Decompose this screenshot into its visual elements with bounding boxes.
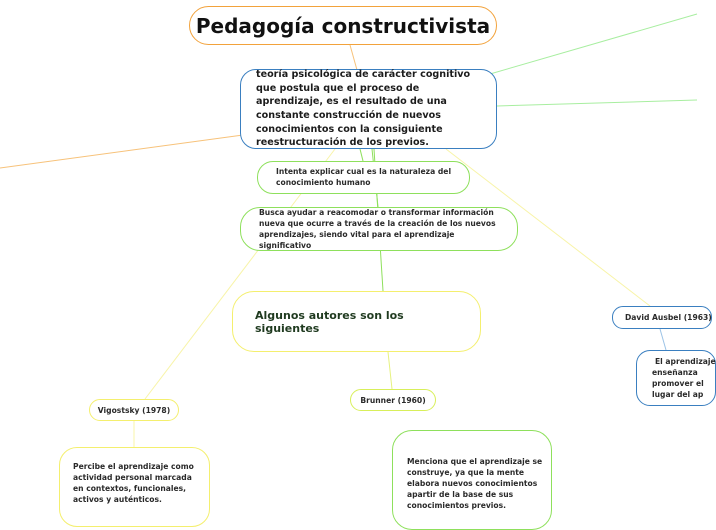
connector-theory-right	[497, 100, 697, 106]
aprendizaje-line: enseñanza	[652, 368, 698, 377]
connector-ausbel-aprendizaje	[660, 329, 666, 350]
topic-theory[interactable]	[240, 69, 497, 149]
aprendizaje-line: El aprendizaje	[655, 357, 716, 366]
topic-autores-text: Algunos autores son los siguientes	[255, 308, 404, 335]
connector-theory-upper-right	[490, 14, 697, 74]
topic-vigotsky-text: Vigostsky (1978)	[97, 405, 171, 415]
aprendizaje-line: promover el	[652, 379, 704, 388]
topic-menciona[interactable]	[392, 430, 552, 530]
topic-busca[interactable]	[240, 207, 518, 251]
connector-theory-intenta	[360, 149, 363, 161]
topic-busca-text: Busca ayudar a reacomodar o transformar información nueva que ocurre a través de la creación de los nuevos aprendizajes, siendo vital para el aprendizaje significativo	[259, 208, 496, 250]
topic-percibe-text: Percibe el aprendizaje como actividad personal marcada en contextos, funcionales, activos y auténticos.	[73, 461, 194, 505]
topic-percibe[interactable]	[59, 447, 210, 527]
topic-brunner-text: Brunner (1960)	[360, 395, 426, 405]
topic-aprendizaje-ausbel[interactable]	[636, 350, 716, 406]
connector-title-theory	[350, 45, 357, 70]
topic-ausbel-text: David Ausbel (1963)	[625, 313, 712, 322]
topic-vigotsky[interactable]	[89, 399, 179, 421]
topic-brunner[interactable]	[350, 389, 436, 411]
topic-intenta[interactable]	[257, 161, 470, 194]
aprendizaje-line: lugar del ap	[652, 390, 704, 399]
topic-ausbel[interactable]	[612, 306, 712, 329]
central-topic[interactable]	[189, 6, 497, 45]
topic-autores[interactable]	[232, 291, 481, 352]
central-topic-text: Pedagogía constructivista	[195, 13, 491, 38]
connector-theory-left	[0, 135, 243, 168]
topic-theory-text: teoría psicológica de carácter cognitivo que postula que el proceso de aprendizaje, es el resultado de una constante construcción de nuevos conocimientos con la consiguiente reestructuración de los previos.	[256, 69, 471, 149]
connector-autores-brunner	[388, 352, 392, 389]
topic-intenta-text: Intenta explicar cual es la naturaleza del conocimiento humano	[276, 166, 452, 187]
topic-menciona-text: Menciona que el aprendizaje se construye, ya que la mente elabora nuevos conocimientos apartir de la base de sus conocimientos previos.	[407, 456, 543, 510]
